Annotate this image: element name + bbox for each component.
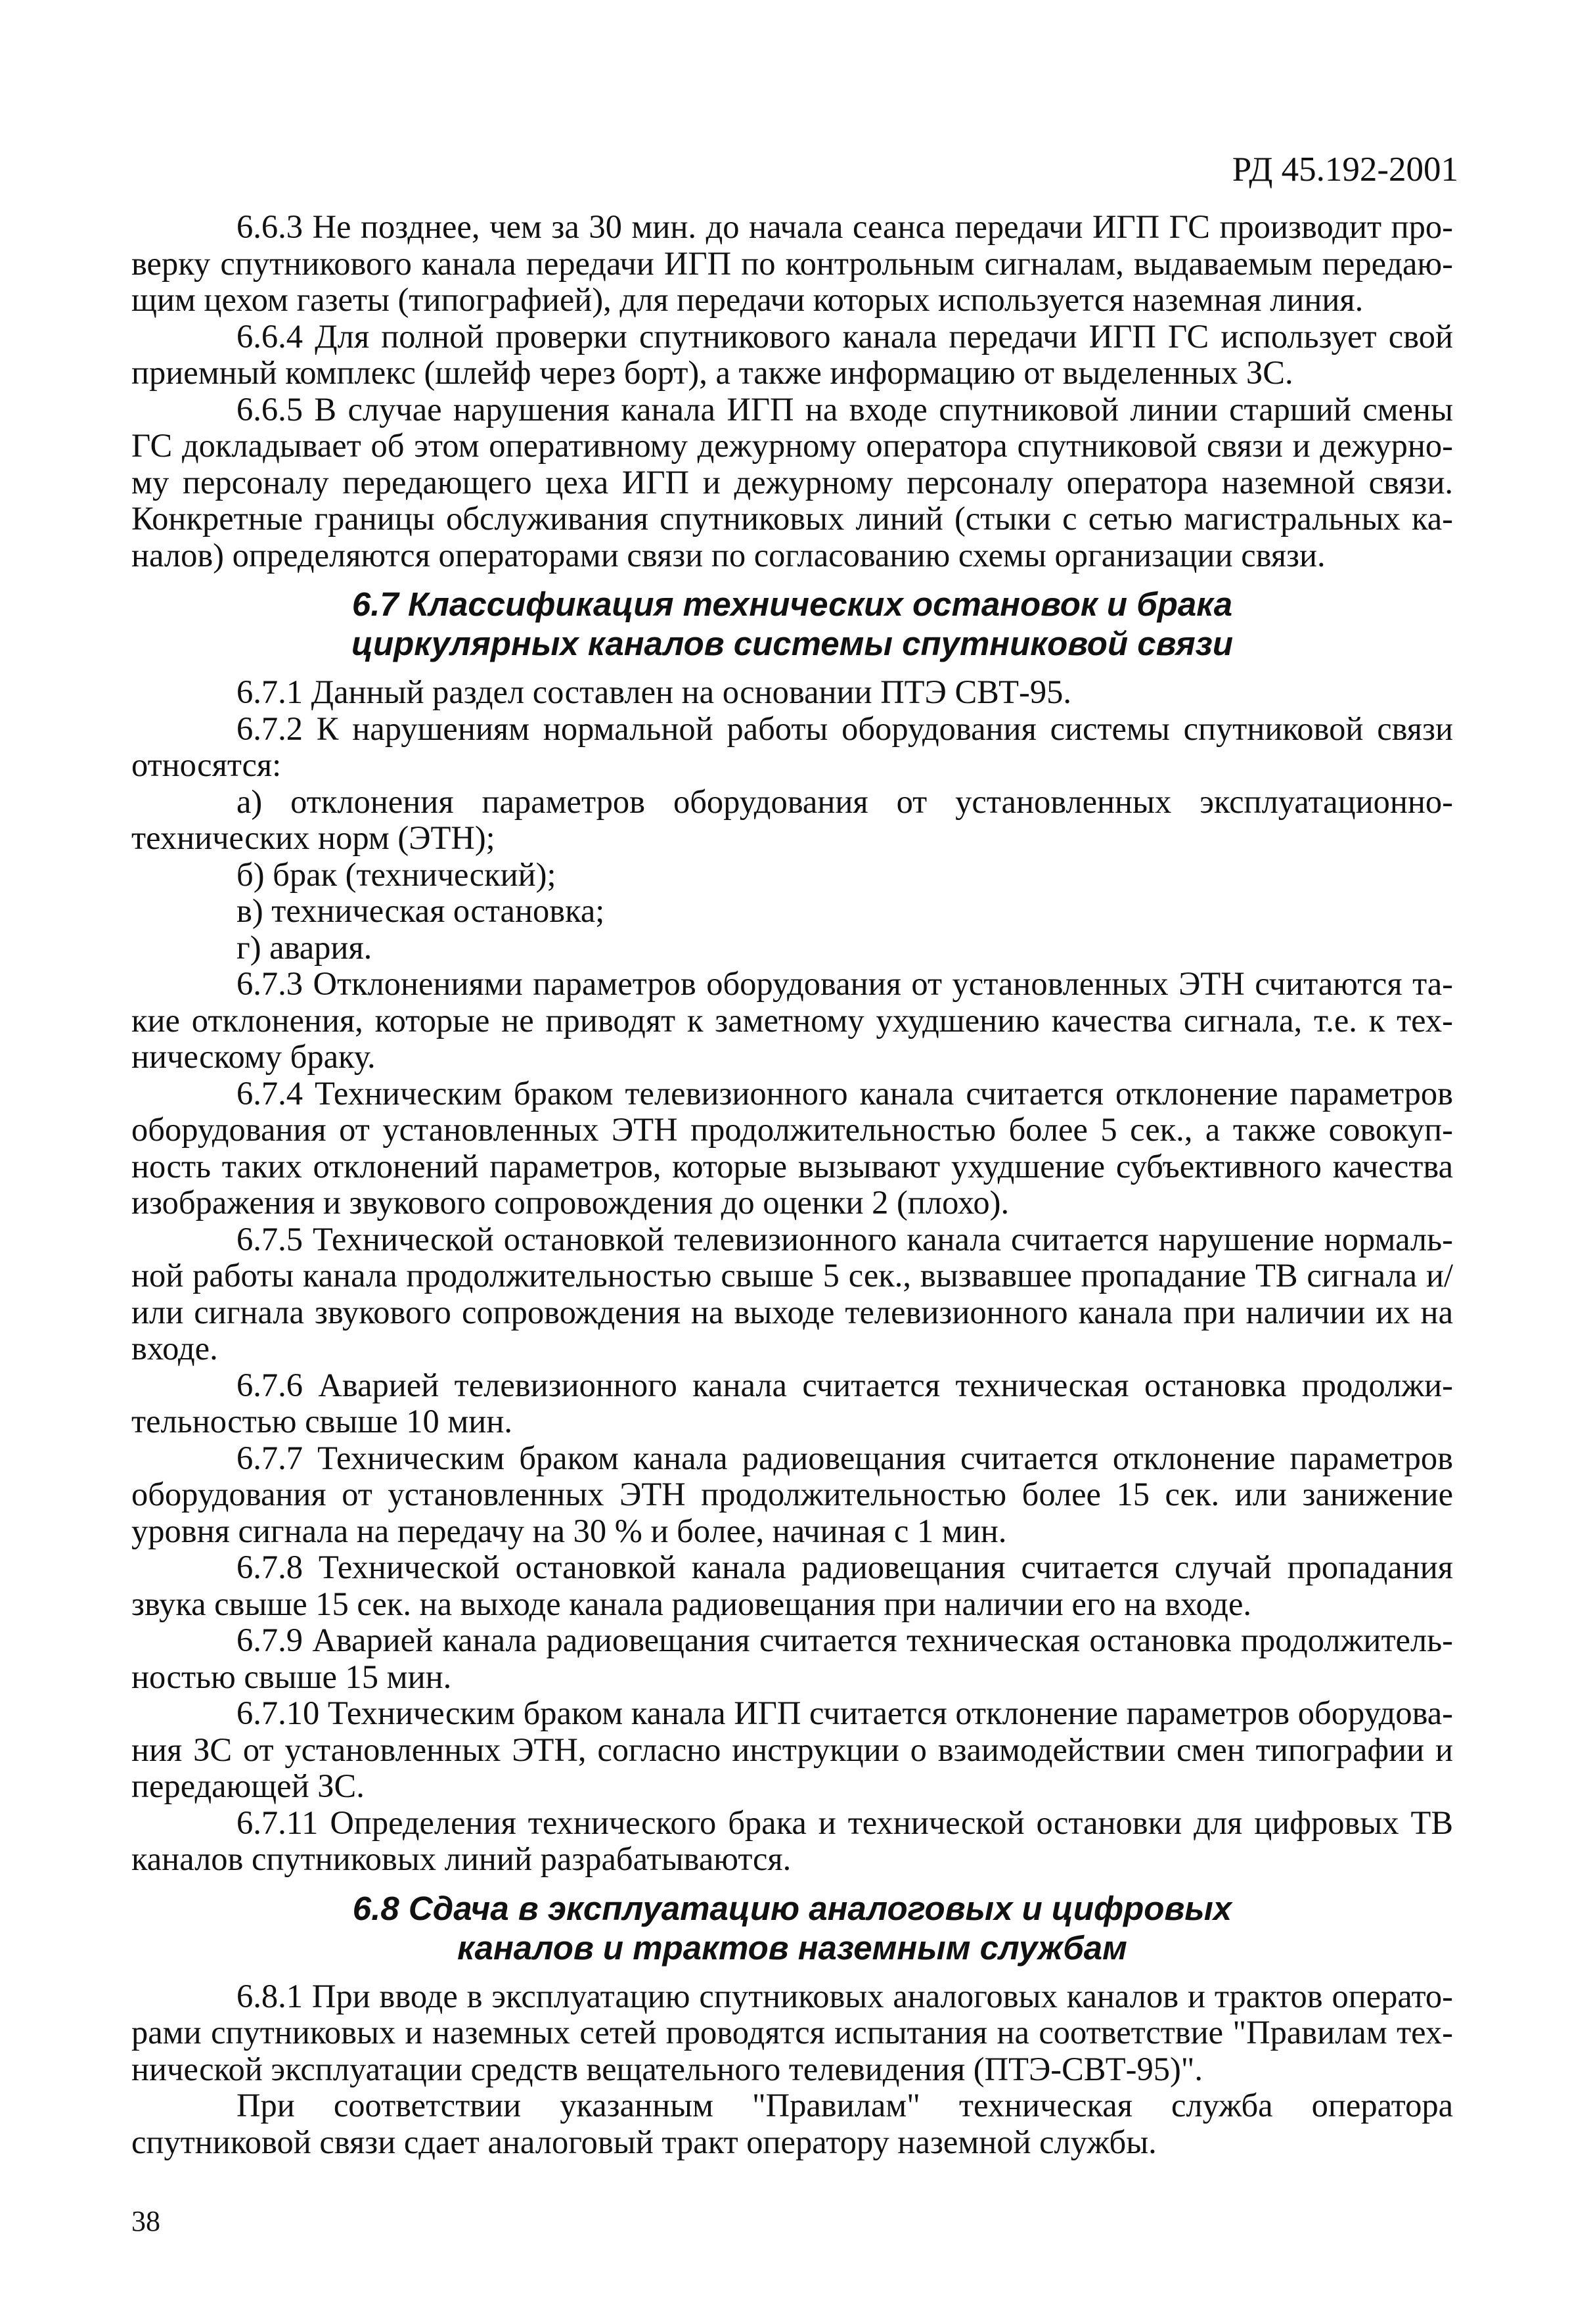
section-6-8-heading [131,1889,1453,1968]
section-6-8-heading-line-1: 6.8 Сдача в эксплуатацию аналоговых и цифровых [352,1889,1232,1927]
section-6-7-heading-line-2: циркулярных каналов системы спутниковой связи [351,625,1233,662]
page-body [131,209,1453,2160]
paragraph-6-8-1: 6.8.1 При вводе в эксплуатацию спутниковых аналоговых каналов и трактов операторами спутниковых и наземных сетей проводятся испытания на соответствие "Правилам технической эксплуатации средств вещательного телевидения (ПТЭ-СВТ-95)". [131,1977,1453,2087]
paragraph-6-7-8: 6.7.8 Технической остановкой канала радиовещания считается случай пропадания звука свыше 15 сек. на выходе канала радиовещания при наличии его на входе. [131,1549,1453,1622]
section-6-7-heading-line-1: 6.7 Классификация технических остановок и брака [351,585,1233,623]
list-item-a: а) отклонения параметров оборудования от установленных эксплуатационно-технических норм (ЭТН); [131,783,1453,856]
paragraph-6-7-5: 6.7.5 Технической остановкой телевизионного канала считается нарушение нормальной работы канала продолжительностью свыше 5 сек., вызвавшее пропадание ТВ сигнала и/или сигнала звукового сопровождения на выходе телевизионного канала при наличии их на входе. [131,1220,1453,1367]
section-6-8-heading-line-2: каналов и трактов наземным службам [457,1928,1127,1967]
paragraph-6-7-9: 6.7.9 Аварией канала радиовещания считается техническая остановка продолжительностью свыше 15 мин. [131,1622,1453,1695]
paragraph-6-7-1: 6.7.1 Данный раздел составлен на основании ПТЭ СВТ-95. [236,673,1071,710]
list-item-v: в) техническая остановка; [236,892,605,929]
paragraph-6-6-5: 6.6.5 В случае нарушения канала ИГП на входе спутниковой линии старший смены ГС докладывает об этом оперативному дежурному оператора спутниковой связи и дежурному персоналу передающего цеха ИГП и дежурному персоналу оператора наземной связи. Конкретные границы обслуживания спутниковых линий (стыки с сетью магистральных каналов) определяются операторами связи по согласованию схемы организации связи. [131,390,1453,574]
paragraph-6-6-4: 6.6.4 Для полной проверки спутникового канала передачи ИГП ГС использует свой приемный комплекс (шлейф через борт), а также информацию от выделенных ЗС. [131,317,1453,391]
paragraph-6-7-11: 6.7.11 Определения технического брака и технической остановки для цифровых ТВ каналов спутниковых линий разрабатываются. [131,1804,1453,1877]
list-item-b: б) брак (технический); [236,855,556,893]
paragraph-6-7-3: 6.7.3 Отклонениями параметров оборудования от установленных ЭТН считаются такие отклонения, которые не приводят к заметному ухудшению качества сигнала, т.е. к техническому браку. [131,965,1453,1075]
paragraph-6-7-2: 6.7.2 К нарушениям нормальной работы оборудования системы спутниковой связи относятся: [131,710,1453,783]
paragraph-final: При соответствии указанным "Правилам" техническая служба оператора спутниковой связи сдает аналоговый тракт оператору наземной службы. [131,2087,1453,2160]
paragraph-6-6-3: 6.6.3 Не позднее, чем за 30 мин. до начала сеанса передачи ИГП ГС производит проверку спутникового канала передачи ИГП по контрольным сигналам, выдаваемым передающим цехом газеты (типографией), для передачи которых используется наземная линия. [131,208,1453,318]
page-number: 38 [131,2205,160,2237]
list-item-g: г) авария. [236,928,372,966]
paragraph-6-7-4: 6.7.4 Техническим браком телевизионного канала считается отклонение параметров оборудования от установленных ЭТН продолжительностью более 5 сек., а также совокупность таких отклонений параметров, которые вызывают ухудшение субъективного качества изображения и звукового сопровождения до оценки 2 (плохо). [131,1074,1453,1221]
paragraph-6-7-6: 6.7.6 Аварией телевизионного канала считается техническая остановка продолжительностью свыше 10 мин. [131,1366,1453,1440]
section-6-7-heading [131,585,1453,664]
paragraph-6-7-7: 6.7.7 Техническим браком канала радиовещания считается отклонение параметров оборудования от установленных ЭТН продолжительностью более 15 сек. или занижение уровня сигнала на передачу на 30 % и более, начиная с 1 мин. [131,1439,1453,1549]
document-code: РД 45.192-2001 [1232,150,1458,189]
paragraph-6-7-10: 6.7.10 Техническим браком канала ИГП считается отклонение параметров оборудования ЗС от установленных ЭТН, согласно инструкции о взаимодействии смен типографии и передающей ЗС. [131,1695,1453,1804]
